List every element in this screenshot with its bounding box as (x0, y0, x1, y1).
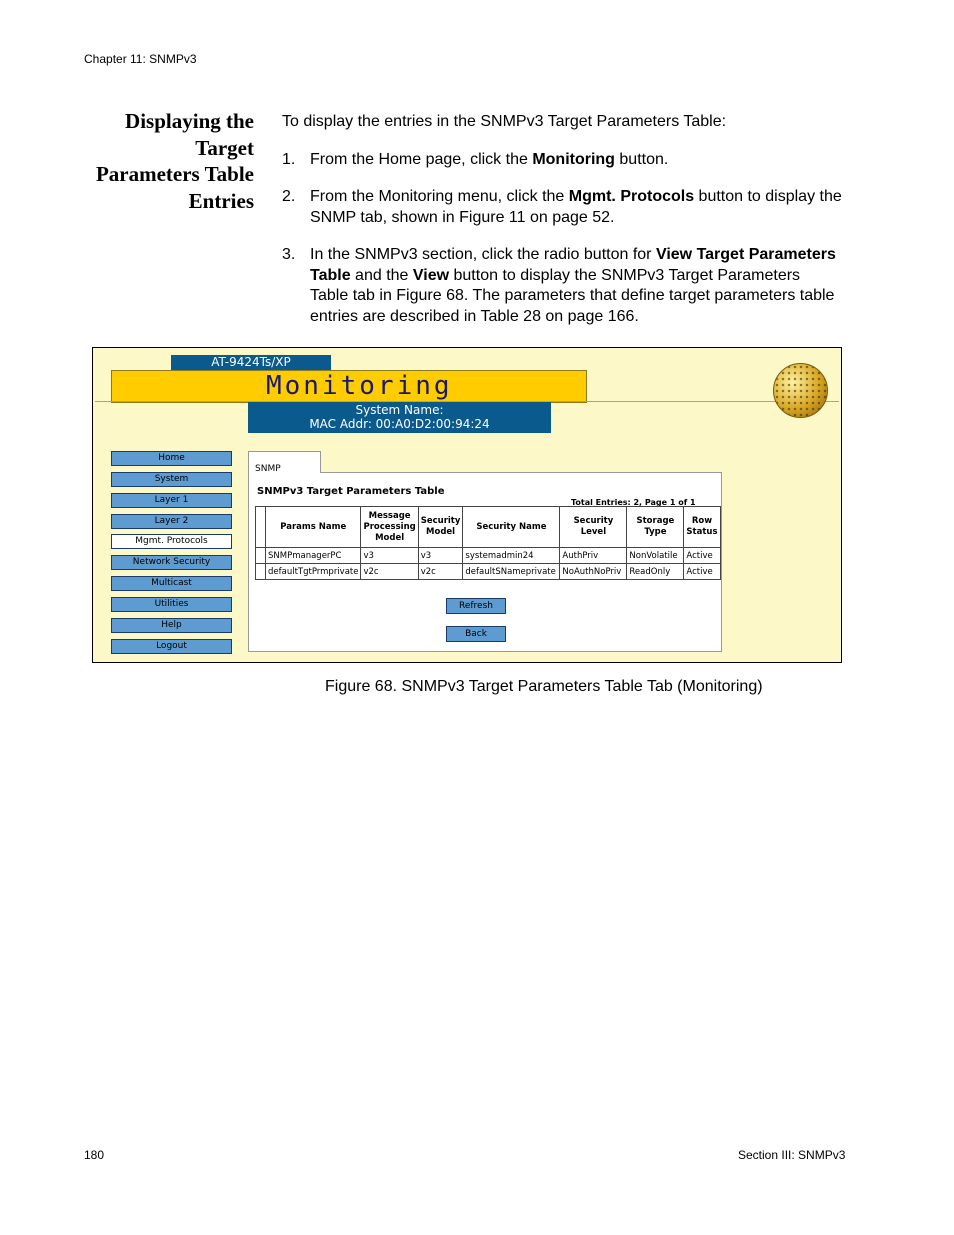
step-emphasis: View (412, 266, 450, 284)
table-row[interactable] (256, 548, 721, 564)
table-cell: v3 (361, 548, 418, 564)
nav-mgmt-protocols-button[interactable]: Mgmt. Protocols (111, 534, 232, 549)
table-cell: Active (684, 564, 720, 580)
table-cell: NoAuthNoPriv (560, 564, 627, 580)
table-cell: v3 (418, 548, 463, 564)
table-cell: defaultTgtPrmprivate (266, 564, 361, 580)
page-number: 180 (84, 1148, 105, 1162)
section-footer: Section III: SNMPv3 (738, 1148, 846, 1162)
title-bar (111, 370, 587, 403)
table-cell: defaultSNameprivate (463, 564, 560, 580)
table-header (256, 507, 266, 548)
table-header: Params Name (266, 507, 361, 548)
system-name-label: System Name: (355, 403, 444, 417)
step-text: From the Monitoring menu, click the (310, 188, 569, 205)
step-text: From the Home page, click the (310, 151, 533, 168)
step-emphasis: Monitoring (532, 151, 615, 168)
step-text: and the (350, 266, 413, 284)
back-button[interactable]: Back (446, 626, 506, 642)
nav-help-button[interactable]: Help (111, 618, 232, 633)
nav-layer2-button[interactable]: Layer 2 (111, 514, 232, 529)
step-text: button. (614, 151, 669, 168)
step-text: button to display the SNMP tab, shown in Figure 11 on page 52. (310, 188, 842, 226)
table-row[interactable] (256, 564, 721, 580)
table-cell: systemadmin24 (463, 548, 560, 564)
nav-logout-button[interactable]: Logout (111, 639, 232, 654)
step-number: 1. (282, 151, 296, 168)
row-select-cell[interactable] (256, 564, 266, 580)
page-title: Monitoring (266, 371, 453, 401)
table-header: Storage Type (627, 507, 684, 548)
nav-utilities-button[interactable]: Utilities (111, 597, 232, 612)
table-cell: SNMPmanagerPC (266, 548, 361, 564)
globe-logo-icon (773, 363, 828, 418)
snmp-panel (248, 472, 722, 652)
mac-address-label: MAC Addr: 00:A0:D2:00:94:24 (309, 417, 490, 431)
monitoring-screenshot (92, 347, 842, 663)
tab-snmp[interactable]: SNMP (248, 451, 321, 473)
table-header: Security Name (463, 507, 560, 548)
section-title-line: Target (195, 135, 254, 160)
table-header: Security Level (560, 507, 627, 548)
nav-multicast-button[interactable]: Multicast (111, 576, 232, 591)
step-text: button to display the SNMPv3 Target Parameters Table tab in Figure 68. The parameters that define target parameters table entries are described in Table 28 on page 166. (310, 266, 835, 325)
table-cell: NonVolatile (627, 548, 684, 564)
table-cell: ReadOnly (627, 564, 684, 580)
system-info-box (248, 402, 551, 433)
nav-network-security-button[interactable]: Network Security (111, 555, 232, 570)
section-title-line: Parameters Table (95, 162, 254, 186)
step-text: In the SNMPv3 section, click the radio button for (310, 246, 656, 263)
nav-layer1-button[interactable]: Layer 1 (111, 493, 232, 508)
model-label: AT-9424Ts/XP (171, 355, 331, 370)
intro-paragraph: To display the entries in the SNMPv3 Target Parameters Table: (282, 113, 727, 130)
section-title-line: Entries (188, 188, 254, 213)
section-title (60, 108, 254, 214)
refresh-button[interactable]: Refresh (446, 598, 506, 614)
nav-system-button[interactable]: System (111, 472, 232, 487)
step-emphasis: Mgmt. Protocols (568, 188, 695, 205)
table-header: Security Model (418, 507, 463, 548)
table-header-row (256, 507, 721, 548)
table-cell: v2c (361, 564, 418, 580)
table-cell: AuthPriv (560, 548, 627, 564)
step-number: 2. (282, 188, 296, 205)
nav-home-button[interactable]: Home (111, 451, 232, 466)
table-header: Message Processing Model (361, 507, 418, 548)
panel-title: SNMPv3 Target Parameters Table (257, 486, 445, 497)
figure-caption: Figure 68. SNMPv3 Target Parameters Table Tab (Monitoring) (325, 678, 763, 695)
chapter-header: Chapter 11: SNMPv3 (84, 52, 197, 66)
table-header: Row Status (684, 507, 720, 548)
table-cell: v2c (418, 564, 463, 580)
step-number: 3. (282, 246, 296, 263)
target-params-table (255, 506, 721, 580)
row-select-cell[interactable] (256, 548, 266, 564)
table-cell: Active (684, 548, 720, 564)
total-entries: Total Entries: 2, Page 1 of 1 (571, 498, 696, 507)
step-emphasis: View Target Parameters Table (310, 246, 836, 284)
section-title-line: Displaying the (125, 109, 254, 133)
